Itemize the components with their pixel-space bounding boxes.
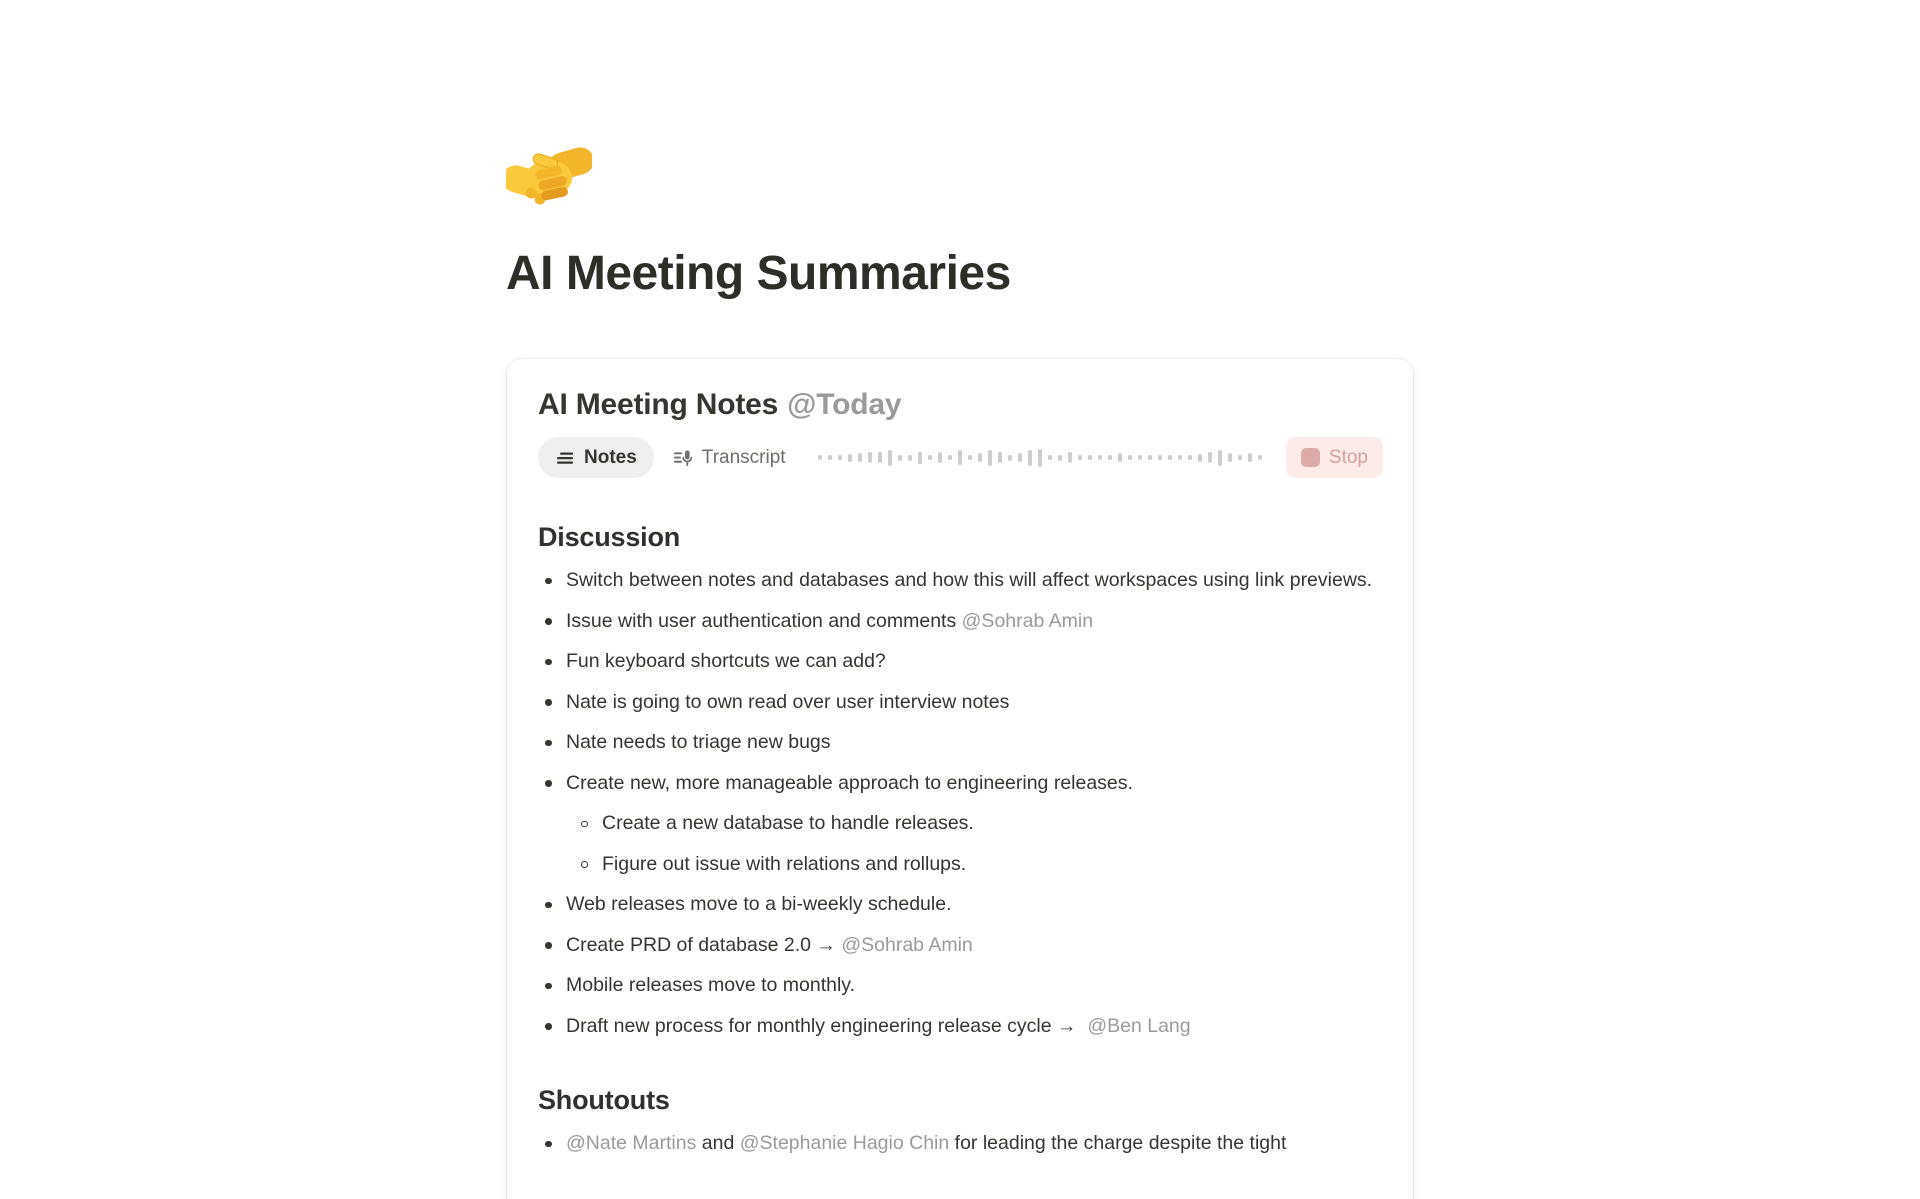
- waveform-bar: [998, 452, 1002, 463]
- waveform-bar: [1008, 455, 1012, 461]
- list-item-text: [566, 566, 1383, 596]
- text-run: Web releases move to a bi-weekly schedule.: [566, 893, 952, 915]
- stop-recording-button[interactable]: [1286, 437, 1383, 478]
- bullet-dot-icon: [545, 780, 552, 787]
- waveform-bar: [1048, 455, 1052, 460]
- waveform-bar: [918, 452, 922, 464]
- list-item: [538, 890, 1383, 920]
- text-run: Nate is going to own read over user interview notes: [566, 690, 1010, 713]
- bullet-dot-icon: [545, 618, 552, 625]
- waveform-bar: [868, 452, 872, 463]
- waveform-bar: [898, 455, 902, 461]
- toolbar: [538, 437, 1383, 478]
- text-run: Create new, more manageable approach to engineering releases.: [566, 771, 1133, 794]
- waveform-bar: [988, 450, 992, 466]
- bullet-marker: [574, 809, 602, 839]
- tab-transcript-label: Transcript: [701, 446, 786, 468]
- waveform-bar: [908, 455, 912, 461]
- list-item: [538, 607, 1383, 637]
- list-item: [538, 931, 1383, 961]
- bullet-marker: [538, 566, 566, 596]
- waveform-bar: [828, 455, 832, 460]
- text-run: Fun keyboard shortcuts we can add?: [566, 650, 886, 672]
- bullet-dot-icon: [545, 942, 552, 949]
- bullet-marker: [538, 769, 566, 799]
- meeting-notes-panel: [506, 358, 1414, 1199]
- waveform-bar: [1138, 455, 1142, 460]
- waveform-bar: [888, 450, 892, 466]
- list-item: [538, 809, 1383, 839]
- bullet-dot-icon: [545, 740, 552, 747]
- waveform-bar: [1238, 455, 1242, 460]
- tab-transcript[interactable]: [669, 437, 790, 478]
- bullet-marker: [538, 931, 566, 961]
- waveform-bar: [848, 454, 852, 462]
- tab-notes[interactable]: [538, 437, 654, 478]
- stop-button-label: Stop: [1328, 446, 1368, 468]
- waveform-bar: [838, 455, 842, 460]
- list-item-text: [566, 1129, 1383, 1159]
- list-item: [538, 971, 1383, 1001]
- waveform-bar: [958, 450, 962, 465]
- waveform-bar: [928, 455, 932, 460]
- user-mention[interactable]: @Ben Lang: [1087, 1014, 1191, 1037]
- list-item-text: [566, 688, 1383, 718]
- list-item-text: [566, 931, 1383, 961]
- bullet-dot-icon: [545, 659, 552, 666]
- list-item-text: [566, 769, 1383, 799]
- waveform-bar: [818, 455, 822, 460]
- bullet-marker: [538, 607, 566, 637]
- text-run: for leading the charge despite the tight: [949, 1132, 1287, 1154]
- waveform-bar: [1178, 455, 1182, 460]
- text-run: Issue with user authentication and comments: [566, 609, 962, 632]
- section-heading: Shoutouts: [538, 1085, 670, 1115]
- user-mention[interactable]: @Nate Martins: [566, 1132, 697, 1154]
- tab-notes-label: Notes: [584, 446, 637, 468]
- card-title-text: AI Meeting Notes: [538, 388, 779, 421]
- bullet-dot-icon: [545, 1023, 552, 1030]
- waveform-bar: [1108, 455, 1112, 460]
- user-mention[interactable]: @Stephanie Hagio Chin: [739, 1132, 950, 1154]
- list-item: [538, 1012, 1383, 1042]
- bullet-marker: [538, 1129, 566, 1159]
- page-title: AI Meeting Summaries: [506, 247, 1011, 300]
- waveform-bar: [1028, 450, 1032, 466]
- waveform-bar: [1248, 453, 1252, 462]
- waveform-bar: [1038, 449, 1042, 467]
- bullet-marker: [538, 1012, 566, 1042]
- text-run: Create PRD of database 2.0 →: [566, 933, 842, 956]
- stop-square-icon: [1301, 448, 1320, 467]
- bullet-marker: [538, 890, 566, 920]
- waveform-bar: [858, 453, 862, 462]
- bullet-marker: [538, 688, 566, 718]
- user-mention[interactable]: @Sohrab Amin: [961, 609, 1094, 632]
- list-item: [538, 1129, 1383, 1159]
- list-item-text: [566, 647, 1383, 677]
- waveform-bar: [1258, 455, 1262, 460]
- list-item-text: [566, 971, 1383, 1001]
- waveform-bar: [1208, 452, 1212, 463]
- bullet-dot-icon: [545, 902, 552, 909]
- meeting-notes-card: [506, 358, 1414, 1199]
- notion-page: [506, 136, 1414, 1199]
- list-item-text: [566, 728, 1383, 758]
- list-item: [538, 728, 1383, 758]
- bullet-marker: [538, 647, 566, 677]
- list-item: [538, 647, 1383, 677]
- bullet-marker: [538, 971, 566, 1001]
- bullet-dot-icon: [545, 1141, 552, 1148]
- text-run: Figure out issue with relations and rollups.: [602, 852, 967, 875]
- waveform-bar: [938, 452, 942, 463]
- list-item-text: [602, 809, 1383, 839]
- handshake-emoji-icon[interactable]: [506, 136, 1414, 222]
- waveform-bar: [1198, 454, 1202, 462]
- handshake-emoji-svg: [506, 136, 592, 218]
- bullet-circle-icon: [581, 861, 588, 868]
- waveform-bar: [968, 455, 972, 460]
- waveform-bar: [878, 452, 882, 463]
- waveform-bar: [1218, 450, 1222, 466]
- notes-lines-icon: [555, 448, 575, 468]
- text-run: Draft new process for monthly engineering release cycle →: [566, 1014, 1088, 1037]
- list-item-text: [566, 890, 1383, 920]
- waveform-bar: [1228, 453, 1232, 462]
- text-run: Switch between notes and databases and how this will affect workspaces using link previews.: [566, 569, 1373, 591]
- waveform-bar: [1098, 455, 1102, 460]
- audio-waveform: [818, 446, 1262, 470]
- bullet-dot-icon: [545, 983, 552, 990]
- list-item-text: [602, 850, 1383, 880]
- bullet-marker: [538, 728, 566, 758]
- waveform-bar: [1168, 455, 1172, 460]
- text-run: Create a new database to handle releases.: [602, 812, 974, 834]
- waveform-bar: [1118, 453, 1122, 462]
- waveform-bar: [1068, 452, 1072, 463]
- bullet-circle-icon: [581, 821, 588, 828]
- bullet-dot-icon: [545, 699, 552, 706]
- waveform-bar: [1058, 455, 1062, 461]
- list-item-text: [566, 607, 1383, 637]
- waveform-bar: [1148, 455, 1152, 460]
- bullet-marker: [574, 850, 602, 880]
- section-heading: Discussion: [538, 522, 681, 552]
- text-run: Mobile releases move to monthly.: [566, 974, 856, 996]
- waveform-bar: [978, 453, 982, 462]
- waveform-bar: [1088, 455, 1092, 460]
- waveform-bar: [1018, 453, 1022, 462]
- waveform-bar: [1078, 455, 1082, 460]
- transcript-mic-icon: [673, 448, 693, 468]
- waveform-bar: [1128, 455, 1132, 460]
- waveform-bar: [948, 455, 952, 460]
- list-item: [538, 566, 1383, 596]
- bullet-dot-icon: [545, 578, 552, 585]
- waveform-bar: [1188, 455, 1192, 460]
- date-mention[interactable]: @Today: [787, 388, 902, 421]
- list-item-text: [566, 1012, 1383, 1042]
- list-item: [538, 769, 1383, 799]
- user-mention[interactable]: @Sohrab Amin: [841, 933, 973, 956]
- text-run: Nate needs to triage new bugs: [566, 731, 831, 753]
- list-item: [538, 688, 1383, 718]
- list-item: [538, 850, 1383, 880]
- text-run: and: [696, 1132, 740, 1154]
- card-title: [538, 386, 1383, 424]
- notes-content: [538, 520, 1383, 1159]
- waveform-bar: [1158, 455, 1162, 460]
